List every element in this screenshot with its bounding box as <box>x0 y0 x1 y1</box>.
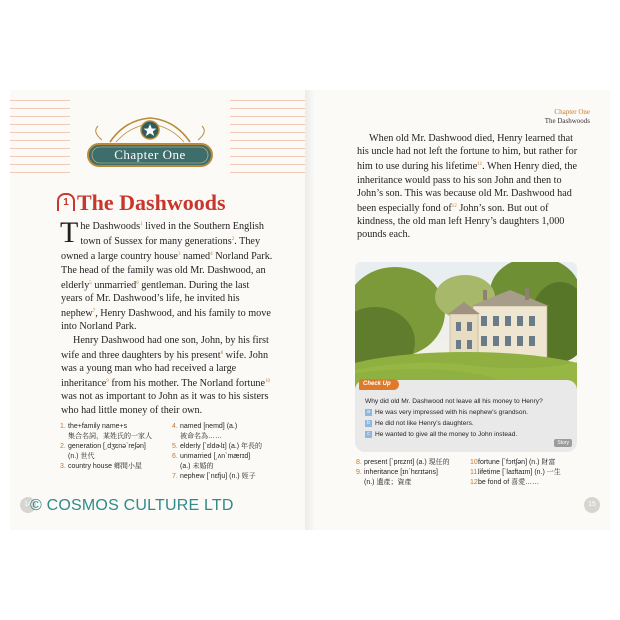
vocab-number: 12. <box>470 479 480 486</box>
vocab-item <box>356 458 468 468</box>
vocab-number: 4. <box>172 423 178 430</box>
option-c-key: c <box>365 431 372 438</box>
vocab-item <box>172 442 282 452</box>
vocab-item <box>60 462 170 472</box>
illustration-country-house <box>355 262 577 392</box>
vocab-number: 2. <box>60 443 66 450</box>
footnote-marker: 1 <box>140 222 143 227</box>
left-body-text <box>61 218 273 417</box>
vocab-translation: (n.) 遺產；資產 <box>364 479 412 486</box>
vocab-number: 7. <box>172 473 178 480</box>
left-paragraph-1 <box>61 218 273 334</box>
option-b-text: He did not like Henry's daughters. <box>375 420 474 427</box>
vocab-number: 5. <box>172 443 178 450</box>
check-up-option-b[interactable] <box>365 420 474 427</box>
footnote-marker: 4 <box>210 252 213 258</box>
vocab-list-right-2 <box>470 458 582 488</box>
vocab-translation: (a.) 未婚的 <box>180 463 214 470</box>
text-run: gentleman. During the last years of Mr. Dashwood’s life, he invited his nephew <box>61 279 250 320</box>
option-b-key: b <box>365 420 372 427</box>
vocab-term: present [ˋprɛznt] (a.) 現任的 <box>364 459 450 466</box>
section-number: 1 <box>57 193 75 211</box>
section-title: The Dashwoods <box>77 190 226 215</box>
vocab-item <box>172 472 282 482</box>
vocab-term: elderly [ˋɛldɚlɪ] (a.) 年長的 <box>180 443 263 450</box>
page-number-right: 15 <box>584 497 600 513</box>
story-tag: Story <box>554 439 572 447</box>
text-run: Henry Dashwood had one son, John, by his first wife and three daughters by his present <box>61 334 269 361</box>
option-a-text: He was very impressed with his nephew's grandson. <box>375 409 528 416</box>
header-chapter: Chapter One <box>554 108 590 116</box>
text-run: wife. John was a young man who had received a large inheritance <box>61 349 269 390</box>
vocab-list-middle <box>172 422 282 482</box>
vocab-list-right-1 <box>356 458 468 488</box>
option-a-key: a <box>365 409 372 416</box>
text-run: was not as important to John as it was to his sisters who had little money of their own. <box>61 391 269 416</box>
text-run: Norland Park. The head of the family was old Mr. Dashwood, an elderly <box>61 251 273 291</box>
vocab-item <box>470 478 582 488</box>
footnote-marker: 9 <box>106 379 109 385</box>
vocab-term: named [nemd] (a.) <box>180 423 238 430</box>
vocab-item <box>60 422 170 442</box>
check-up-box <box>355 380 577 452</box>
vocab-item <box>172 452 282 472</box>
vocab-translation: 被命名為…… <box>180 433 222 440</box>
running-header <box>545 108 590 126</box>
text-run: he Dashwoods <box>80 221 141 232</box>
footnote-marker: 3 <box>177 252 181 258</box>
vocab-list-left <box>60 422 170 472</box>
vocab-term: inheritance [ɪnˋhɛrɪtəns] <box>364 469 438 476</box>
text-run: named <box>180 251 211 263</box>
book-gutter <box>305 90 315 530</box>
footnote-marker: 2 <box>231 237 235 243</box>
vocab-term: nephew [ˋnɛfju] (n.) 姪子 <box>180 473 256 480</box>
footnote-marker: 6 <box>136 280 139 286</box>
vocab-term: country house 鄉間小屋 <box>68 463 142 470</box>
footnote-marker: 8 <box>220 350 224 356</box>
footnote-marker: 11 <box>477 162 483 168</box>
vocab-term: fortune [ˋfɔrtʃən] (n.) 財富 <box>478 459 556 466</box>
footnote-marker: 5 <box>89 280 92 286</box>
text-run: When old Mr. Dashwood died, Henry learned that his uncle had not left the fortune to him, but rather for him to use during his lifetime <box>357 133 578 173</box>
option-c-text: He wanted to give all the money to John instead. <box>375 431 518 438</box>
footnote-marker: 7 <box>92 309 96 315</box>
vocab-item <box>356 468 468 488</box>
text-run: . When Henry died, the inheritance would pass to his son John and then to John’s son. This was because old Mr. Dashwood had been especially fond of <box>357 161 577 215</box>
page-number-left: 14 <box>20 497 36 513</box>
text-run: , Henry Dashwood, and his family to move into Norland Park. <box>61 308 271 333</box>
vocab-term: generation [͵dʒɛnəˋreʃən] <box>68 443 146 450</box>
vocab-item <box>470 468 582 478</box>
vocab-term: be fond of 喜愛…… <box>478 479 540 486</box>
check-up-option-c[interactable] <box>365 431 517 438</box>
check-up-option-a[interactable] <box>365 409 528 416</box>
vocab-item <box>470 458 582 468</box>
watermark: © COSMOS CULTURE LTD <box>30 497 234 514</box>
text-run: unmarried <box>91 279 137 291</box>
vocab-item <box>172 422 282 442</box>
text-run: . They owned a large country house <box>61 236 261 263</box>
vocab-number: 10. <box>470 459 480 466</box>
chapter-label: Chapter One <box>114 147 186 162</box>
vocab-number: 6. <box>172 453 178 460</box>
vocab-number: 3. <box>60 463 66 470</box>
vocab-number: 9. <box>356 469 362 476</box>
vocab-number: 11. <box>470 469 480 476</box>
left-paragraph-2 <box>61 334 273 417</box>
right-body-text <box>357 132 579 242</box>
vocab-item <box>60 442 170 462</box>
vocab-term: unmarried [͵ʌnˋmærɪd] <box>180 453 251 460</box>
vocab-term: lifetime [ˋlaɪftaɪm] (n.) 一生 <box>478 469 561 476</box>
check-up-badge: Check Up <box>359 379 399 390</box>
vocab-translation: (n.) 世代 <box>68 453 95 460</box>
header-title: The Dashwoods <box>544 117 590 125</box>
text-run: from his mother. The Norland fortune <box>108 378 266 390</box>
right-paragraph-1 <box>357 132 579 242</box>
vocab-translation: 集合名詞，某姓氏的一家人 <box>68 433 152 440</box>
footnote-marker: 10 <box>265 379 271 385</box>
vocab-number: 8. <box>356 459 362 466</box>
footnote-marker: 12 <box>451 204 457 210</box>
vocab-number: 1. <box>60 423 66 430</box>
text-run: lived in the Southern English town of Sussex for many generations <box>80 221 264 248</box>
dropcap: T <box>60 216 79 249</box>
vocab-term: the+family name+s <box>68 423 128 430</box>
check-up-question: Why did old Mr. Dashwood not leave all his money to Henry? <box>365 398 543 405</box>
text-run: John’s son. But out of kindness, the old man left Henry’s daughters 1,000 pounds each. <box>357 203 565 241</box>
